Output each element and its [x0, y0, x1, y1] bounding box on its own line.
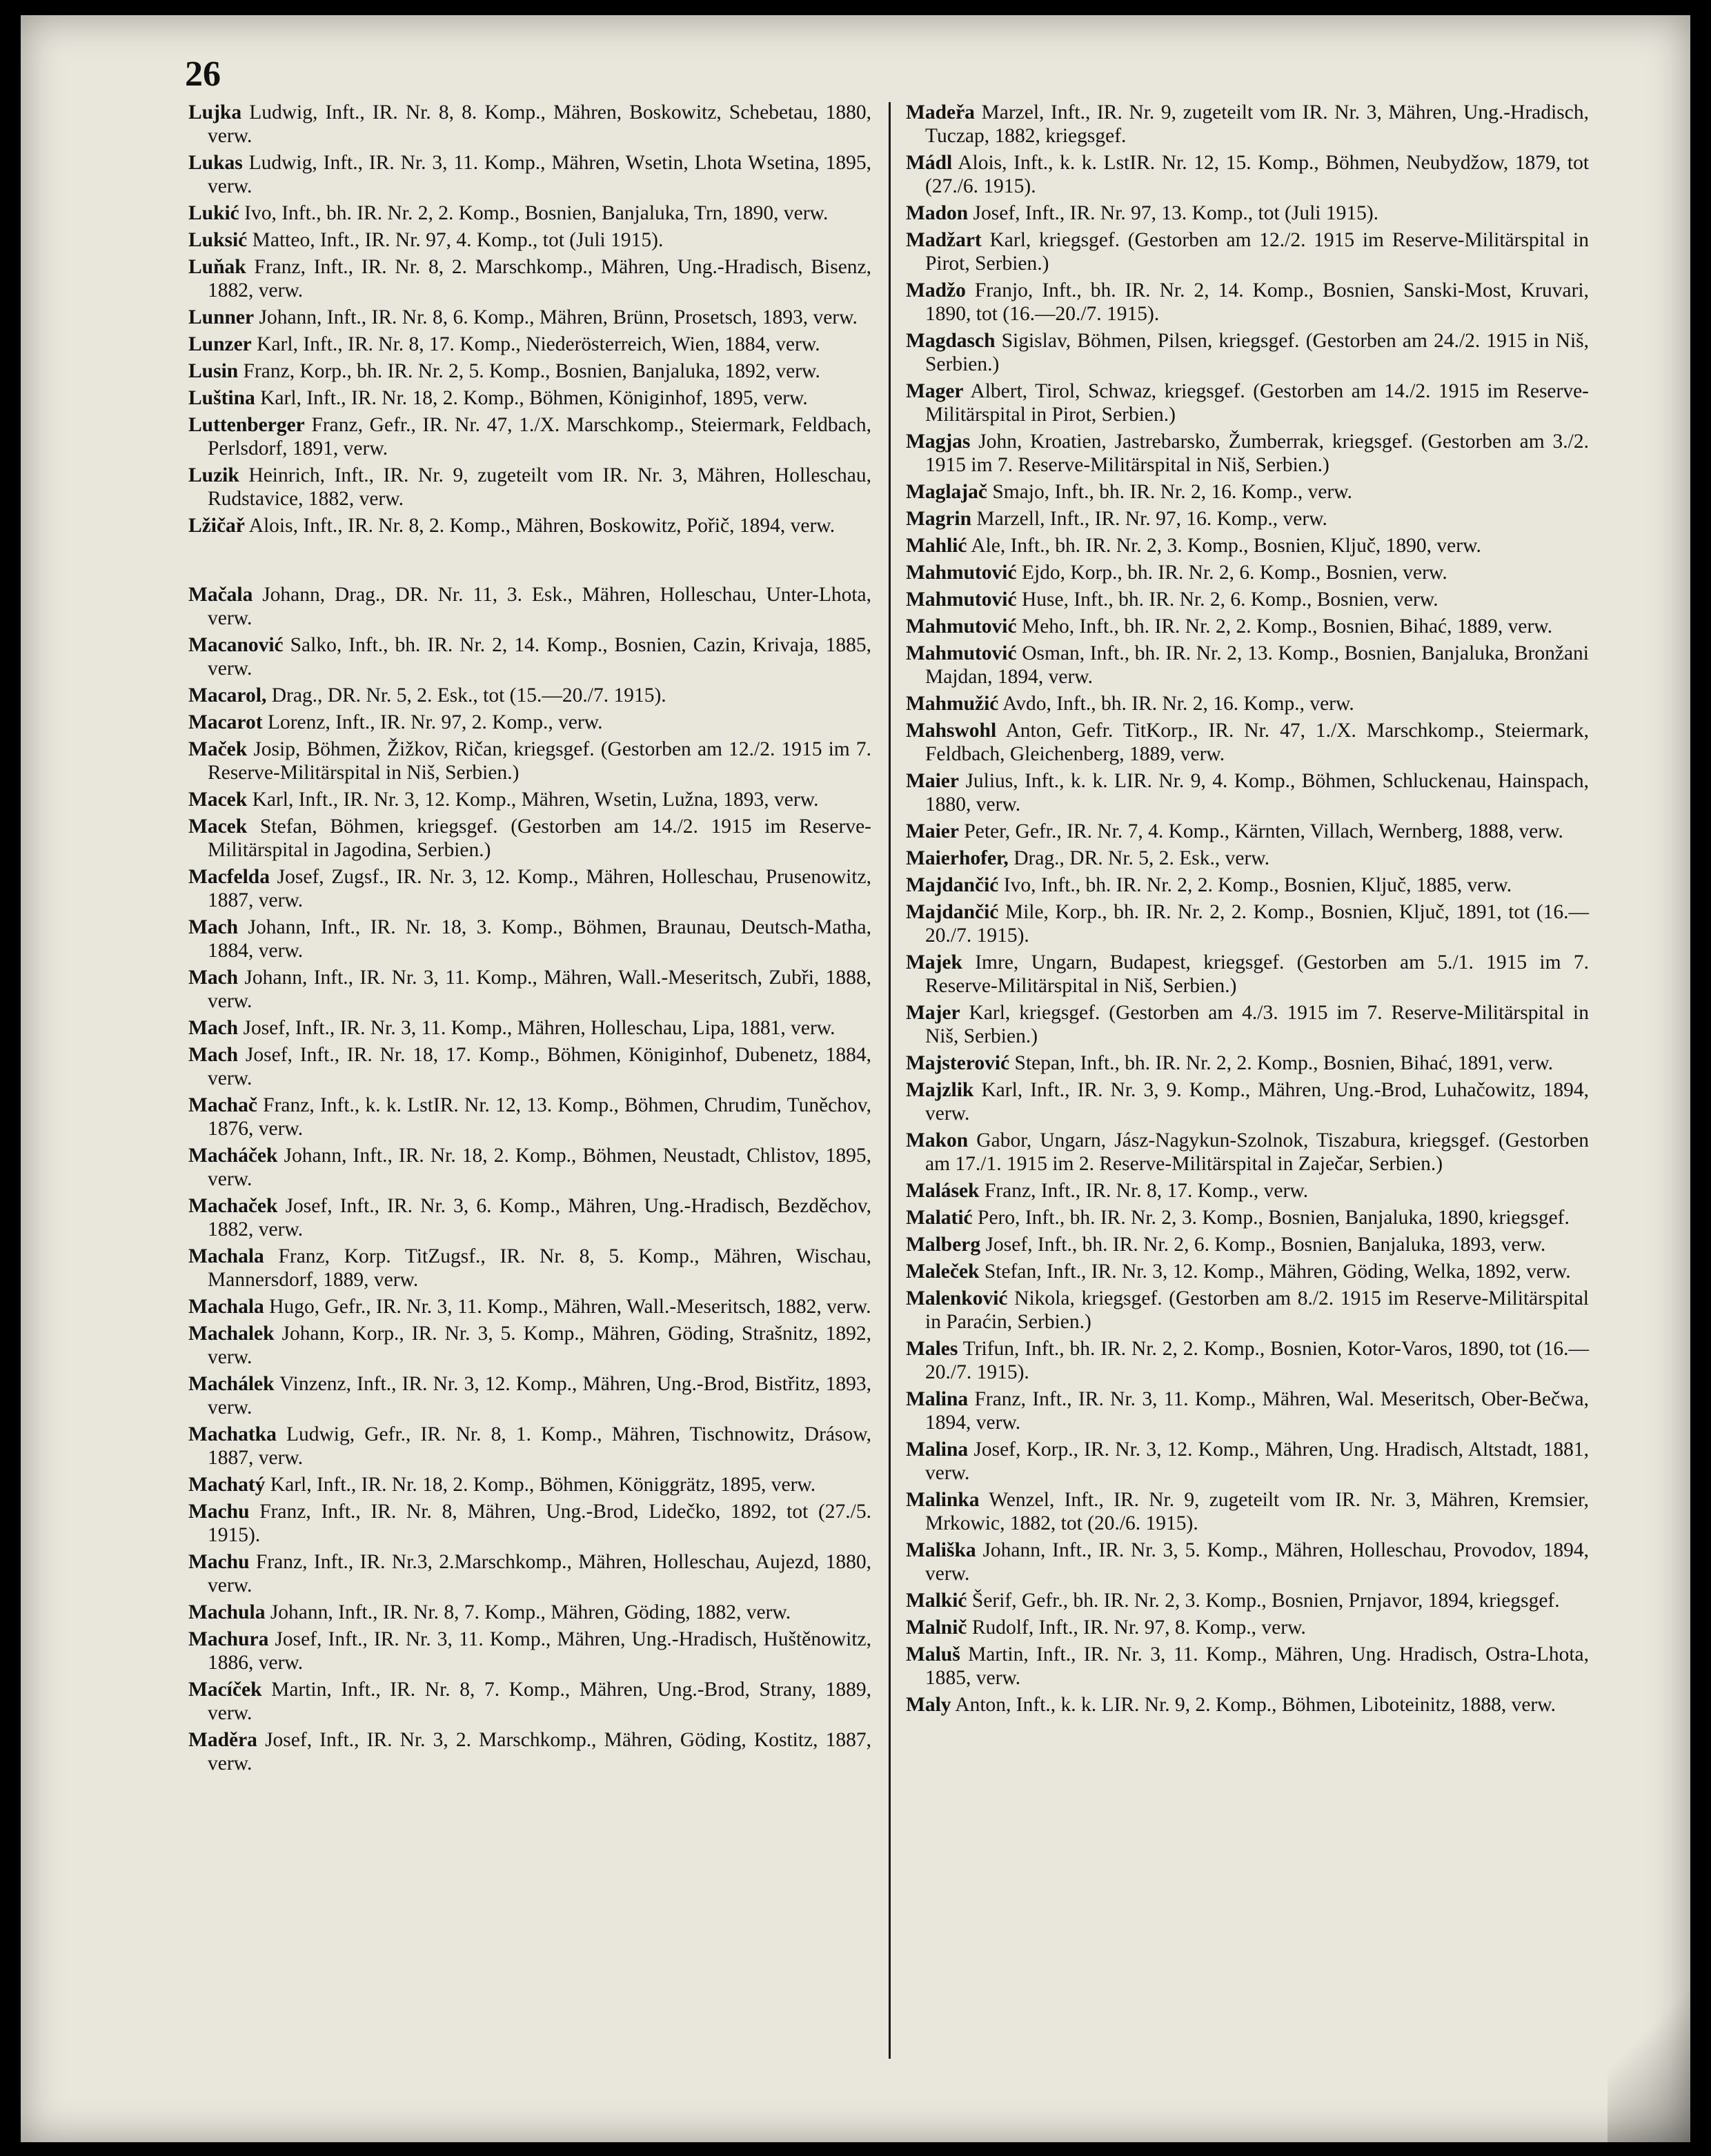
entry-surname: Macarol,	[188, 684, 267, 706]
entry-details: Sigislav, Böhmen, Pilsen, kriegsgef. (Gestorben am 24./2. 1915 in Niš, Serbien.)	[925, 330, 1589, 375]
list-entry	[188, 514, 871, 537]
entry-surname: Majer	[906, 1002, 960, 1024]
entry-details: Josef, Korp., IR. Nr. 3, 12. Komp., Mähren, Ung. Hradisch, Altstadt, 1881, verw.	[925, 1438, 1590, 1484]
right-column	[906, 101, 1589, 1720]
entry-details: Mile, Korp., bh. IR. Nr. 2, 2. Komp., Bosnien, Ključ, 1891, tot (16.—20./7. 1915).	[925, 901, 1589, 947]
entry-surname: Madžart	[906, 229, 982, 251]
entry-details: Franz, Inft., k. k. LstIR. Nr. 12, 13. Komp., Böhmen, Chrudim, Tuněchov, 1876, verw.	[208, 1094, 871, 1140]
list-entry	[188, 1295, 871, 1318]
left-column	[188, 101, 871, 1779]
entry-surname: Maier	[906, 770, 959, 792]
entry-details: Franz, Inft., IR. Nr.3, 2.Marschkomp., Mähren, Holleschau, Aujezd, 1880, verw.	[208, 1551, 872, 1596]
entry-surname: Machura	[188, 1628, 269, 1650]
list-entry	[188, 815, 871, 862]
entry-details: Johann, Inft., IR. Nr. 18, 3. Komp., Böhmen, Braunau, Deutsch-Matha, 1884, verw.	[208, 916, 871, 962]
entry-details: Karl, Inft., IR. Nr. 8, 17. Komp., Niederösterreich, Wien, 1884, verw.	[257, 333, 820, 355]
list-entry	[906, 615, 1589, 638]
entry-surname: Macarot	[188, 711, 263, 733]
entry-details: Johann, Inft., IR. Nr. 8, 7. Komp., Mähren, Göding, 1882, verw.	[270, 1601, 791, 1623]
entry-details: Franz, Inft., IR. Nr. 8, 2. Marschkomp., Mähren, Ung.-Hradisch, Bisenz, 1882, verw.	[208, 256, 872, 301]
list-entry	[188, 1473, 871, 1496]
entry-details: Ale, Inft., bh. IR. Nr. 2, 3. Komp., Bosnien, Ključ, 1890, verw.	[971, 535, 1481, 557]
entry-details: Josef, Inft., IR. Nr. 3, 11. Komp., Mähren, Holleschau, Lipa, 1881, verw.	[243, 1017, 835, 1039]
list-entry	[906, 692, 1589, 715]
list-entry	[906, 1438, 1589, 1485]
list-entry	[906, 769, 1589, 816]
entry-details: Alois, Inft., IR. Nr. 8, 2. Komp., Mähren, Boskowitz, Pořič, 1894, verw.	[248, 515, 835, 537]
entry-details: Drag., DR. Nr. 5, 2. Esk., tot (15.—20./7. 1915).	[271, 684, 666, 706]
entry-surname: Macháček	[188, 1145, 278, 1167]
list-entry	[188, 151, 871, 198]
entry-details: Ludwig, Inft., IR. Nr. 3, 11. Komp., Mähren, Wsetin, Lhota Wsetina, 1895, verw.	[208, 152, 872, 197]
entry-surname: Machu	[188, 1551, 250, 1573]
list-entry	[188, 788, 871, 811]
entry-surname: Malinka	[906, 1489, 980, 1511]
list-entry	[906, 1001, 1589, 1048]
entry-details: Osman, Inft., bh. IR. Nr. 2, 13. Komp., Bosnien, Banjaluka, Bronžani Majdan, 1894, verw.	[925, 642, 1589, 688]
entry-surname: Maglajač	[906, 481, 987, 503]
list-entry	[188, 916, 871, 962]
entry-surname: Lunner	[188, 306, 255, 328]
list-entry	[906, 1488, 1589, 1535]
entry-surname: Mahmutović	[906, 642, 1017, 664]
list-entry	[188, 1016, 871, 1040]
entry-surname: Lukić	[188, 202, 239, 224]
entry-details: Huse, Inft., bh. IR. Nr. 2, 6. Komp., Bosnien, verw.	[1021, 589, 1438, 611]
list-entry	[906, 1387, 1589, 1434]
list-entry	[188, 865, 871, 912]
entry-surname: Lujka	[188, 101, 242, 123]
entry-surname: Maleček	[906, 1260, 980, 1283]
entry-details: Johann, Drag., DR. Nr. 11, 3. Esk., Mähren, Holleschau, Unter-Lhota, verw.	[208, 584, 872, 629]
entry-details: Marzel, Inft., IR. Nr. 9, zugeteilt vom IR. Nr. 3, Mähren, Ung.-Hradisch, Tuczap, 1882, kriegsgef.	[925, 101, 1589, 147]
list-entry	[188, 1550, 871, 1597]
entry-details: Peter, Gefr., IR. Nr. 7, 4. Komp., Kärnten, Villach, Wernberg, 1888, verw.	[964, 820, 1563, 842]
entry-surname: Magjas	[906, 431, 971, 453]
entry-surname: Macfelda	[188, 866, 270, 888]
list-entry	[906, 279, 1589, 326]
entry-details: Hugo, Gefr., IR. Nr. 3, 11. Komp., Mähren, Wall.-Meseritsch, 1882, verw.	[269, 1296, 871, 1318]
list-entry	[906, 1287, 1589, 1334]
entry-surname: Macanović	[188, 634, 284, 656]
entry-surname: Mačala	[188, 584, 253, 606]
list-entry	[188, 711, 871, 734]
list-entry	[906, 379, 1589, 426]
entry-surname: Malkić	[906, 1590, 967, 1612]
entry-details: Imre, Ungarn, Budapest, kriegsgef. (Gestorben am 5./1. 1915 im 7. Reserve-Militärspital in Niš, Serbien.)	[925, 951, 1590, 997]
entry-surname: Mach	[188, 1044, 239, 1066]
list-entry	[188, 633, 871, 680]
entry-surname: Mádl	[906, 152, 953, 174]
entry-surname: Maier	[906, 820, 959, 842]
list-entry	[188, 738, 871, 784]
entry-details: Wenzel, Inft., IR. Nr. 9, zugeteilt vom IR. Nr. 3, Mähren, Kremsier, Mrkowic, 1882, tot (20./6. 1915).	[925, 1489, 1590, 1534]
list-entry	[188, 684, 871, 707]
entry-surname: Magdasch	[906, 330, 996, 352]
entry-surname: Males	[906, 1338, 958, 1360]
list-entry	[188, 359, 871, 383]
list-entry	[188, 583, 871, 630]
list-entry	[906, 1179, 1589, 1203]
list-entry	[188, 101, 871, 148]
entry-details: Meho, Inft., bh. IR. Nr. 2, 2. Komp., Bosnien, Bihać, 1889, verw.	[1021, 615, 1553, 637]
entry-details: Johann, Inft., IR. Nr. 18, 2. Komp., Böhmen, Neustadt, Chlistov, 1895, verw.	[208, 1145, 872, 1190]
entry-surname: Malatić	[906, 1207, 973, 1229]
list-entry	[906, 873, 1589, 897]
list-entry	[906, 820, 1589, 843]
entry-surname: Machálek	[188, 1373, 275, 1395]
entry-details: Franz, Inft., IR. Nr. 3, 11. Komp., Mähren, Wal. Meseritsch, Ober-Bečwa, 1894, verw.	[925, 1388, 1590, 1434]
entry-details: Ludwig, Inft., IR. Nr. 8, 8. Komp., Mähren, Boskowitz, Schebetau, 1880, verw.	[208, 101, 872, 147]
entry-surname: Luttenberger	[188, 414, 305, 436]
entry-details: Karl, Inft., IR. Nr. 18, 2. Komp., Böhmen, Königgrätz, 1895, verw.	[270, 1474, 816, 1496]
entry-details: Johann, Inft., IR. Nr. 8, 6. Komp., Mähren, Brünn, Prosetsch, 1893, verw.	[259, 306, 858, 328]
list-entry	[188, 1194, 871, 1241]
entry-details: Johann, Inft., IR. Nr. 3, 11. Komp., Mähren, Wall.-Meseritsch, Zubři, 1888, verw.	[208, 967, 871, 1012]
entry-details: Franz, Inft., IR. Nr. 8, 17. Komp., verw.	[984, 1180, 1309, 1202]
entry-surname: Luksić	[188, 229, 248, 251]
entry-details: Martin, Inft., IR. Nr. 8, 7. Komp., Mähren, Ung.-Brod, Strany, 1889, verw.	[208, 1679, 872, 1724]
entry-surname: Maly	[906, 1694, 951, 1716]
entry-details: Ivo, Inft., bh. IR. Nr. 2, 2. Komp., Bosnien, Banjaluka, Trn, 1890, verw.	[244, 202, 829, 224]
entry-details: Matteo, Inft., IR. Nr. 97, 4. Komp., tot (Juli 1915).	[252, 229, 664, 251]
entry-details: Franz, Korp., bh. IR. Nr. 2, 5. Komp., Bosnien, Banjaluka, 1892, verw.	[243, 360, 820, 382]
entry-surname: Malina	[906, 1438, 969, 1461]
list-entry	[188, 306, 871, 329]
entry-surname: Mahmutović	[906, 615, 1017, 637]
entry-details: Franz, Inft., IR. Nr. 8, Mähren, Ung.-Brod, Lidečko, 1892, tot (27./5. 1915).	[208, 1501, 871, 1546]
entry-details: Josef, Inft., IR. Nr. 97, 13. Komp., tot (Juli 1915).	[973, 202, 1379, 224]
entry-details: Alois, Inft., k. k. LstIR. Nr. 12, 15. Komp., Böhmen, Neubydžow, 1879, tot (27./6. 1915).	[925, 152, 1590, 197]
page-number: 26	[185, 55, 221, 94]
entry-surname: Macek	[188, 815, 248, 838]
list-entry	[188, 228, 871, 252]
list-entry	[906, 480, 1589, 504]
list-entry	[906, 1260, 1589, 1283]
entry-surname: Majdančić	[906, 874, 999, 896]
entry-surname: Malásek	[906, 1180, 980, 1202]
entry-surname: Machalek	[188, 1323, 275, 1345]
entry-surname: Machač	[188, 1094, 257, 1116]
list-entry	[188, 333, 871, 356]
entry-surname: Luzik	[188, 464, 239, 486]
list-entry	[906, 847, 1589, 870]
page-curl-shadow	[1608, 1963, 1690, 2142]
list-entry	[906, 642, 1589, 689]
entry-details: Pero, Inft., bh. IR. Nr. 2, 3. Komp., Bosnien, Banjaluka, 1890, kriegsgef.	[978, 1207, 1570, 1229]
entry-details: Heinrich, Inft., IR. Nr. 9, zugeteilt vom IR. Nr. 3, Mähren, Holleschau, Rudstavice, 1882, verw.	[208, 464, 872, 510]
entry-surname: Mach	[188, 1017, 239, 1039]
entry-surname: Malina	[906, 1388, 969, 1410]
entry-details: Nikola, kriegsgef. (Gestorben am 8./2. 1915 im Reserve-Militärspital in Paraćin, Serbien.)	[925, 1287, 1590, 1333]
entry-surname: Mach	[188, 967, 239, 989]
list-entry	[906, 1129, 1589, 1176]
list-entry	[906, 534, 1589, 557]
entry-details: Karl, Inft., IR. Nr. 3, 12. Komp., Mähren, Wsetin, Lužna, 1893, verw.	[252, 789, 819, 811]
entry-details: Karl, kriegsgef. (Gestorben am 4./3. 1915 im 7. Reserve-Militärspital in Niš, Serbien.)	[925, 1002, 1589, 1047]
entry-details: Marzell, Inft., IR. Nr. 97, 16. Komp., verw.	[976, 508, 1327, 530]
list-entry	[188, 201, 871, 225]
entry-details: Karl, Inft., IR. Nr. 3, 9. Komp., Mähren, Ung.-Brod, Luhačowitz, 1894, verw.	[925, 1079, 1589, 1125]
entry-surname: Maděra	[188, 1729, 257, 1751]
entry-surname: Malberg	[906, 1234, 981, 1256]
list-entry	[906, 1616, 1589, 1639]
entry-surname: Machala	[188, 1245, 264, 1267]
entry-surname: Malnič	[906, 1616, 967, 1639]
entry-details: Gabor, Ungarn, Jász-Nagykun-Szolnok, Tiszabura, kriegsgef. (Gestorben am 17./1. 1915 im 2. Reserve-Militärspital in Zaječar, Serbien.)	[925, 1129, 1589, 1175]
entry-details: Josef, Inft., IR. Nr. 18, 17. Komp., Böhmen, Königinhof, Dubenetz, 1884, verw.	[208, 1044, 871, 1089]
entry-surname: Madeřa	[906, 101, 975, 123]
entry-surname: Majzlik	[906, 1079, 974, 1101]
entry-details: Lorenz, Inft., IR. Nr. 97, 2. Komp., verw.	[267, 711, 603, 733]
entry-details: Stefan, Böhmen, kriegsgef. (Gestorben am 14./2. 1915 im Reserve-Militärspital in Jagodina, Serbien.)	[208, 815, 871, 861]
list-entry	[188, 1043, 871, 1090]
list-entry	[188, 464, 871, 511]
list-entry	[906, 1337, 1589, 1384]
list-entry	[906, 588, 1589, 611]
entry-surname: Mahswohl	[906, 720, 997, 742]
list-entry	[906, 507, 1589, 531]
entry-surname: Majdančić	[906, 901, 999, 923]
entry-details: Franjo, Inft., bh. IR. Nr. 2, 14. Komp., Bosnien, Sanski-Most, Kruvari, 1890, tot (16.—20./7. 1915).	[925, 279, 1589, 325]
list-entry	[188, 1322, 871, 1369]
list-entry	[906, 719, 1589, 766]
entry-surname: Maierhofer,	[906, 847, 1009, 869]
entry-surname: Mach	[188, 916, 239, 938]
list-entry	[906, 101, 1589, 148]
list-entry	[188, 1728, 871, 1775]
list-entry	[188, 1628, 871, 1674]
list-entry	[906, 1078, 1589, 1125]
entry-surname: Lusin	[188, 360, 239, 382]
entry-surname: Mahlić	[906, 535, 967, 557]
entry-details: Salko, Inft., bh. IR. Nr. 2, 14. Komp., Bosnien, Cazin, Krivaja, 1885, verw.	[208, 634, 871, 680]
entry-surname: Magrin	[906, 508, 972, 530]
entry-details: Karl, Inft., IR. Nr. 18, 2. Komp., Böhmen, Königinhof, 1895, verw.	[260, 387, 808, 409]
entry-details: Josef, Inft., IR. Nr. 3, 6. Komp., Mähren, Ung.-Hradisch, Bezděchov, 1882, verw.	[208, 1195, 871, 1240]
column-divider	[889, 102, 891, 2059]
entry-surname: Machatka	[188, 1423, 277, 1445]
entry-surname: Mager	[906, 380, 964, 402]
list-entry	[906, 1539, 1589, 1585]
entry-details: Anton, Gefr. TitKorp., IR. Nr. 47, 1./X. Marschkomp., Steiermark, Feldbach, Gleichenberg, 1889, verw.	[925, 720, 1590, 765]
list-entry	[906, 201, 1589, 225]
entry-surname: Majek	[906, 951, 962, 973]
entry-surname: Madon	[906, 202, 969, 224]
list-entry	[906, 228, 1589, 275]
list-entry	[906, 1233, 1589, 1256]
entry-details: Anton, Inft., k. k. LIR. Nr. 9, 2. Komp., Böhmen, Liboteinitz, 1888, verw.	[955, 1694, 1556, 1716]
entry-surname: Lžičař	[188, 515, 245, 537]
list-entry	[906, 1589, 1589, 1612]
list-entry	[188, 386, 871, 410]
entry-details: Josip, Böhmen, Žižkov, Ričan, kriegsgef. (Gestorben am 12./2. 1915 im 7. Reserve-Militärspital in Niš, Serbien.)	[208, 738, 871, 784]
list-entry	[906, 1051, 1589, 1075]
entry-details: Albert, Tirol, Schwaz, kriegsgef. (Gestorben am 14./2. 1915 im Reserve-Militärspital in Pirot, Serbien.)	[925, 380, 1590, 426]
entry-details: Josef, Inft., IR. Nr. 3, 11. Komp., Mähren, Ung.-Hradisch, Huštěnowitz, 1886, verw.	[208, 1628, 872, 1674]
list-entry	[188, 1372, 871, 1419]
list-entry	[188, 1144, 871, 1191]
entry-surname: Luština	[188, 387, 255, 409]
list-entry	[906, 1206, 1589, 1229]
entry-details: Franz, Gefr., IR. Nr. 47, 1./X. Marschkomp., Steiermark, Feldbach, Perlsdorf, 1891, verw.	[208, 414, 871, 459]
entry-details: Josef, Inft., IR. Nr. 3, 2. Marschkomp., Mähren, Göding, Kostitz, 1887, verw.	[208, 1729, 871, 1774]
entry-surname: Luňak	[188, 256, 246, 278]
entry-details: Josef, Zugsf., IR. Nr. 3, 12. Komp., Mähren, Holleschau, Prusenowitz, 1887, verw.	[208, 866, 872, 911]
list-entry	[906, 151, 1589, 198]
entry-details: Trifun, Inft., bh. IR. Nr. 2, 2. Komp., Bosnien, Kotor-Varos, 1890, tot (16.—20./7. 1915).	[925, 1338, 1589, 1383]
list-entry	[906, 430, 1589, 477]
entry-details: Vinzenz, Inft., IR. Nr. 3, 12. Komp., Mähren, Ung.-Brod, Bistřitz, 1893, verw.	[208, 1373, 871, 1418]
entry-details: Avdo, Inft., bh. IR. Nr. 2, 16. Komp., verw.	[1002, 693, 1354, 715]
entry-details: Ludwig, Gefr., IR. Nr. 8, 1. Komp., Mähren, Tischnowitz, Drásow, 1887, verw.	[208, 1423, 871, 1469]
entry-details: Drag., DR. Nr. 5, 2. Esk., verw.	[1013, 847, 1270, 869]
entry-surname: Makon	[906, 1129, 969, 1151]
entry-surname: Machu	[188, 1501, 250, 1523]
entry-surname: Mališka	[906, 1539, 976, 1561]
entry-surname: Macek	[188, 789, 248, 811]
entry-surname: Malenković	[906, 1287, 1008, 1309]
list-entry	[906, 900, 1589, 947]
entry-surname: Machula	[188, 1601, 266, 1623]
list-entry	[906, 1693, 1589, 1717]
entry-surname: Maček	[188, 738, 248, 760]
list-entry	[188, 1678, 871, 1725]
list-entry	[906, 951, 1589, 998]
entry-surname: Majsterović	[906, 1052, 1010, 1074]
entry-details: Ivo, Inft., bh. IR. Nr. 2, 2. Komp., Bosnien, Ključ, 1885, verw.	[1003, 874, 1512, 896]
list-entry	[188, 1245, 871, 1292]
entry-details: Rudolf, Inft., IR. Nr. 97, 8. Komp., verw.	[971, 1616, 1306, 1639]
entry-details: Stepan, Inft., bh. IR. Nr. 2, 2. Komp., Bosnien, Bihać, 1891, verw.	[1014, 1052, 1554, 1074]
list-entry	[188, 413, 871, 460]
entry-surname: Machatý	[188, 1474, 266, 1496]
entry-surname: Lunzer	[188, 333, 252, 355]
list-entry	[906, 329, 1589, 376]
entry-surname: Mahmutović	[906, 562, 1017, 584]
list-entry	[906, 1643, 1589, 1690]
entry-details: Julius, Inft., k. k. LIR. Nr. 9, 4. Komp., Böhmen, Schluckenau, Hainspach, 1880, verw.	[925, 770, 1590, 815]
entry-details: Ejdo, Korp., bh. IR. Nr. 2, 6. Komp., Bosnien, verw.	[1021, 562, 1447, 584]
entry-surname: Maluš	[906, 1643, 960, 1665]
entry-details: Josef, Inft., bh. IR. Nr. 2, 6. Komp., Bosnien, Banjaluka, 1893, verw.	[985, 1234, 1546, 1256]
list-entry	[906, 561, 1589, 584]
entry-details: Smajo, Inft., bh. IR. Nr. 2, 16. Komp., verw.	[992, 481, 1353, 503]
entry-surname: Machaček	[188, 1195, 278, 1217]
entry-surname: Machala	[188, 1296, 264, 1318]
list-entry	[188, 1094, 871, 1140]
entry-details: Karl, kriegsgef. (Gestorben am 12./2. 1915 im Reserve-Militärspital in Pirot, Serbien.)	[925, 229, 1590, 275]
entry-details: Johann, Inft., IR. Nr. 3, 5. Komp., Mähren, Holleschau, Provodov, 1894, verw.	[925, 1539, 1590, 1585]
list-entry	[188, 1423, 871, 1470]
entry-surname: Madžo	[906, 279, 966, 301]
entry-details: Martin, Inft., IR. Nr. 3, 11. Komp., Mähren, Ung. Hradisch, Ostra-Lhota, 1885, verw.	[925, 1643, 1589, 1689]
list-entry	[188, 1500, 871, 1547]
entry-surname: Mahmutović	[906, 589, 1017, 611]
entry-details: Johann, Korp., IR. Nr. 3, 5. Komp., Mähren, Göding, Strašnitz, 1892, verw.	[208, 1323, 871, 1368]
entry-details: John, Kroatien, Jastrebarsko, Žumberrak, kriegsgef. (Gestorben am 3./2. 1915 im 7. Reserve-Militärspital in Niš, Serbien.)	[925, 431, 1589, 476]
entry-details: Stefan, Inft., IR. Nr. 3, 12. Komp., Mähren, Göding, Welka, 1892, verw.	[984, 1260, 1571, 1283]
entry-surname: Lukas	[188, 152, 243, 174]
document-page	[21, 15, 1690, 2142]
entry-surname: Macíček	[188, 1679, 262, 1701]
list-entry	[188, 255, 871, 302]
entry-details: Franz, Korp. TitZugsf., IR. Nr. 8, 5. Komp., Mähren, Wischau, Mannersdorf, 1889, verw.	[208, 1245, 872, 1291]
entry-surname: Mahmužić	[906, 693, 999, 715]
list-entry	[188, 1601, 871, 1624]
entry-details: Šerif, Gefr., bh. IR. Nr. 2, 3. Komp., Bosnien, Prnjavor, 1894, kriegsgef.	[971, 1590, 1560, 1612]
list-entry	[188, 966, 871, 1013]
